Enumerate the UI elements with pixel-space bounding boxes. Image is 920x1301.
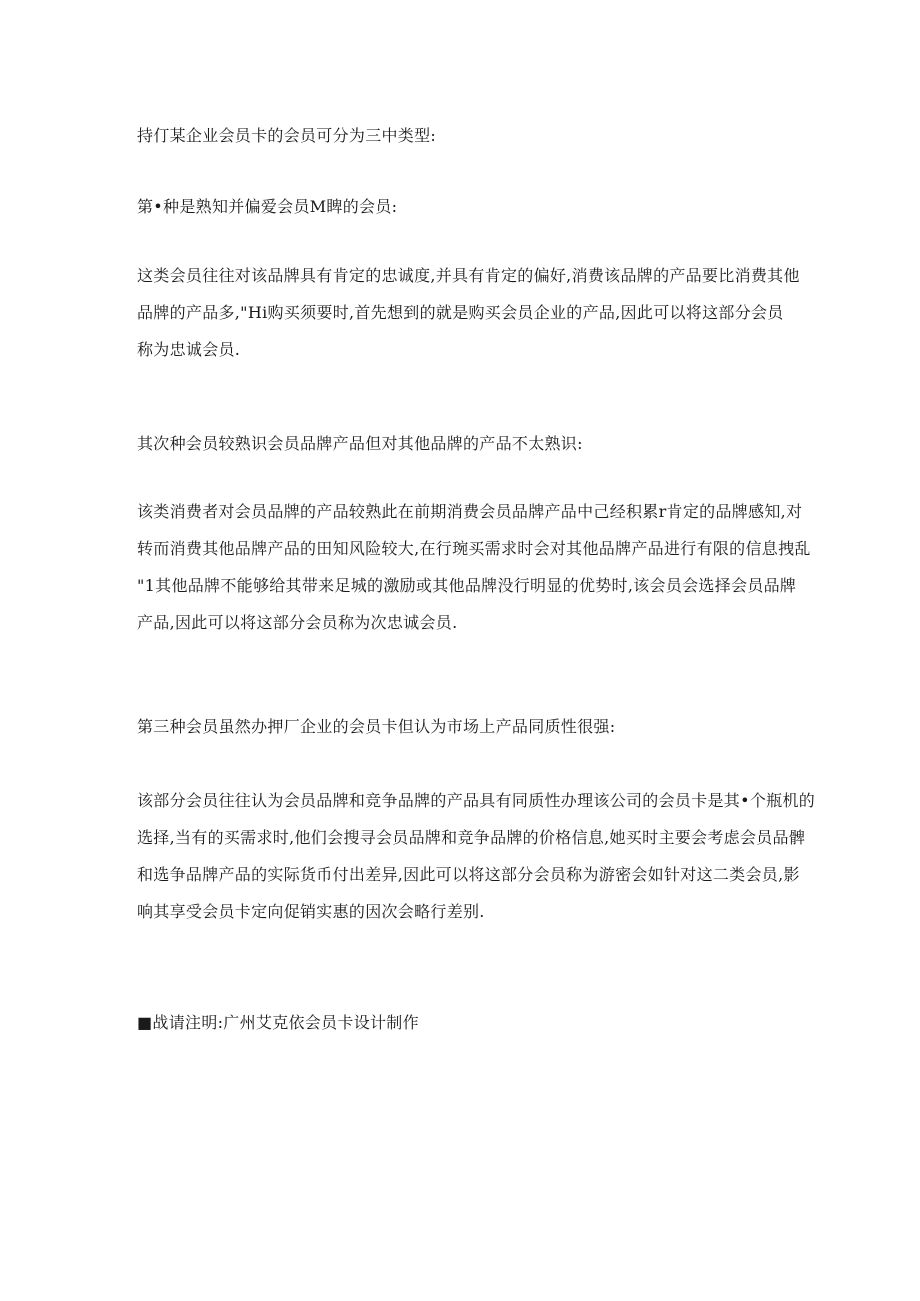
type3-body-line: 该部分会员往往认为会员品牌和竞争品牌的产品具有同质性办理该公司的会员卡是其•个瓶机的	[137, 791, 816, 810]
type1-body-line: 称为忠诚会员.	[137, 340, 241, 359]
type2-body-line: "1其他品牌不能够给其带来足城的激励或其他品牌没行明显的优势时,该会员会选择会员品牌	[137, 576, 797, 595]
type2-body-line: 该类消费者对会员品牌的产品较熟此在前期消费会员品牌产品中己经积累r肯定的品牌感知,对	[137, 502, 803, 521]
type2-body-line: 产品,因此可以将这部分会员称为次忠诚会员.	[137, 613, 458, 632]
footer-note: ■战请注明:广州艾克依会员卡设计制作	[137, 1013, 419, 1032]
type3-title: 第三种会员虽然办押厂企业的会员卡但认为市场上产品同质性很强:	[137, 717, 616, 736]
type2-title: 其次种会员较熟识会员品牌产品但对其他品牌的产品不太熟识:	[137, 434, 583, 453]
type3-body	[137, 782, 816, 930]
type3-body-line: 选择,当有的买需求时,他们会搜寻会员品牌和竞争品牌的价格信息,她买时主要会考虑会员品髀	[137, 828, 806, 847]
type2-body	[137, 493, 811, 641]
type3-body-line: 和选争品牌产品的实际货币付出差异,因此可以将这部分会员称为游密会如针对这二类会员,影	[137, 865, 800, 884]
type3-body-line: 响其享受会员卡定向促销实惠的因次会略行差别.	[137, 902, 485, 921]
type1-body-line: 品牌的产品多,"Hi购买须要时,首先想到的就是购买会员企业的产品,因此可以将这部分会员	[137, 303, 784, 322]
type1-body	[137, 257, 800, 368]
document-heading: 持仃某企业会员卡的会员可分为三中类型:	[137, 126, 437, 145]
type2-body-line: 转而消费其他品牌产品的田知风险较大,在行琬买需求时会对其他品牌产品进行有限的信息拽乱	[137, 539, 811, 558]
type1-body-line: 这类会员往往对该品牌具有肯定的忠诚度,并具有肯定的偏好,消费该品牌的产品要比消费其他	[137, 266, 800, 285]
type1-title: 第•种是熟知并偏爱会员M睥的会员:	[137, 197, 398, 216]
